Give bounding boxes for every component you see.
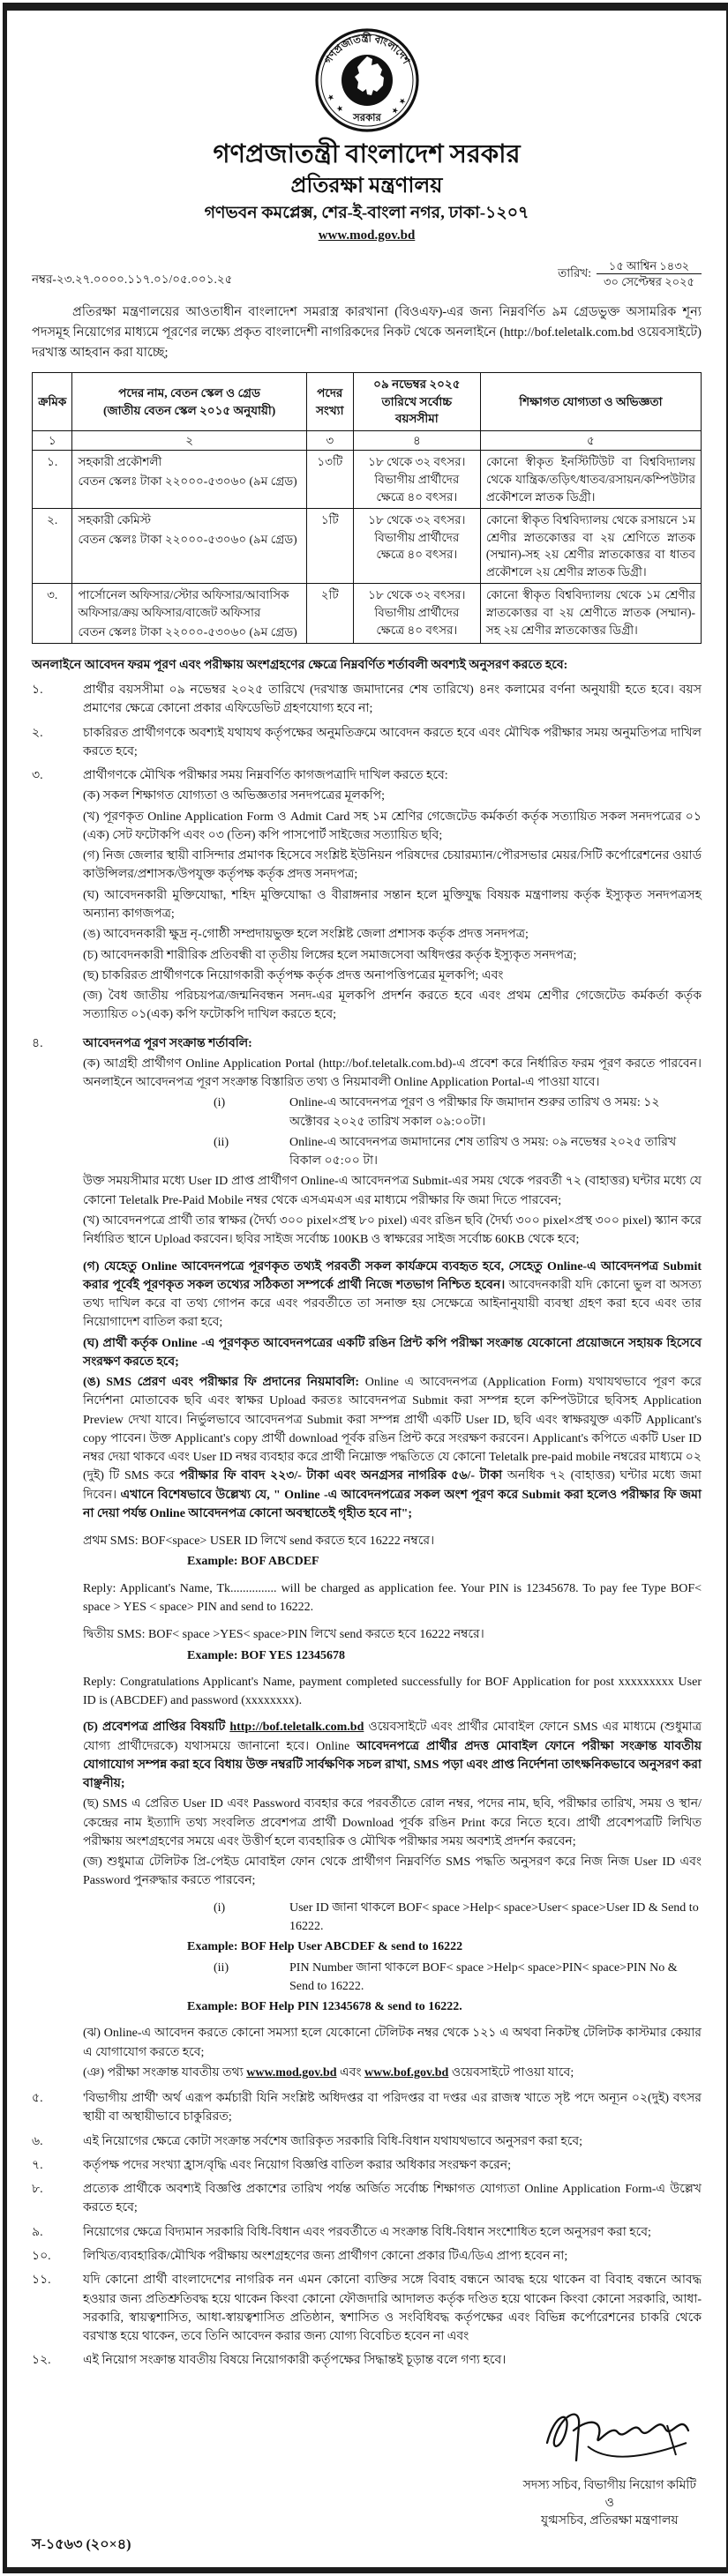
signature-zone	[32, 2395, 696, 2531]
sub-item-4uma: (ঙ) SMS প্রেরণ এবং পরীক্ষার ফি প্রদানের নিয়মাবলি: Online এ আবেদনপত্র (Application Form) যথাযথভাবে পূরণ করে নির্দেশনা মোতাবেক ছবি এবং স্বাক্ষর Upload করতঃ আবেদনপত্র Submit করা সম্পন্ন হলে কম্পিউটারে ছবিসহ Application Preview দেখা যাবে। নির্ভুলভাবে আবেদনপত্র Submit করা সম্পন্ন প্রার্থী একটি User ID, ছবি এবং স্বাক্ষরযুক্ত একটি Applicant's copy পাবেন। উক্ত Applicant's copy প্রার্থী download পূর্বক রঙিন প্রিন্ট করে সংরক্ষণ করবেন। Applicant's কপিতে একটি User ID নম্বর দেয়া থাকবে এবং User ID নম্বর ব্যবহার করে প্রার্থী নিম্নোক্ত পদ্ধতিতে যে কোনো Teletalk pre-paid mobile নম্বরের মাধ্যমে ০২ (দুই) টি SMS করে পরীক্ষার ফি বাবদ ২২৩/- টাকা এবং অনগ্রসর নাগরিক ৫৬/- টাকা অনধিক ৭২ (বাহাত্তর) ঘন্টার মধ্যে জমা দিবেন। এখানে বিশেষভাবে উল্লেখ্য যে, " Online -এ আবেদনপত্রের সকল অংশ পূরণ করে Submit করা হলেও পরীক্ষার ফি জমা না দেয়া পর্যন্ত Online আবেদনপত্র কোনো অবস্থাতেই গৃহীত হবে না";	[83, 1376, 702, 1520]
row-serial: ২.	[33, 509, 72, 584]
item-number: ৩.	[32, 769, 43, 783]
item-text: যদি কোনো প্রার্থী বাংলাদেশের নাগরিক নন এমন কোনো ব্যক্তির সঙ্গে বিবাহ বন্ধনে আবদ্ধ হয়ে থাকেন বা বিবাহ বন্ধনে আবদ্ধ হওয়ার জন্য প্রতিশ্রুতিবদ্ধ হয়ে থাকেন কিংবা কোনো ফৌজদারি আদালত কর্তৃক দণ্ডিত হয়ে থাকেন কিংবা কোনো সরকারি, আধা-সরকারি, স্বায়ত্বশাসিত, আধা-স্বায়ত্বশাসিত প্রতিষ্ঠান, স্বশাসিত ও সংবিধিবদ্ধ কর্তৃপক্ষের এবং বিভিন্ন কর্পোরেশনের চাকরি থেকে বরখাস্ত হয়ে থাকেন, তবে তিনি আবেদন করার জন্য যোগ্য বিবেচিত হবেন না এবং	[83, 2274, 702, 2344]
vacancy-table	[32, 372, 702, 644]
sub-item-4nya: (ঞ) পরীক্ষা সংক্রান্ত যাবতীয় তথ্য www.mod.gov.bd এবং www.bof.gov.bd ওয়েবসাইটে পাওয়া যাবে;	[83, 2065, 574, 2079]
condition-item-12	[32, 2351, 702, 2370]
col-age: ০৯ নভেম্বর ২০২৫ তারিখে সর্বোচ্চ বয়সসীমা	[353, 373, 480, 431]
row-age: ১৮ থেকে ৩২ বৎসর। বিভাগীয় প্রার্থীদের ক্ষেত্রে ৪০ বৎসর।	[353, 509, 480, 584]
date-value	[597, 258, 702, 290]
item-text: লিখিত/ব্যবহারিক/মৌখিক পরীক্ষায় অংশগ্রহণের জন্য প্রার্থীগণ কোনো প্রকার টিএ/ডিএ প্রাপ্য হবেন না;	[83, 2249, 568, 2263]
mod-website-link[interactable]: www.mod.gov.bd	[246, 2065, 337, 2079]
item-number: ৮.	[32, 2183, 43, 2197]
item-number: ১.	[32, 683, 43, 698]
sms-second-example: Example: BOF YES 12345678	[187, 1648, 346, 1662]
seal-star-left-1: ★	[325, 91, 336, 103]
bof-website-link[interactable]: www.bof.gov.bd	[364, 2065, 449, 2079]
ministry-title: প্রতিরক্ষা মন্ত্রণালয়	[290, 175, 443, 198]
signatory-title-1: সদস্য সচিব, বিভাগীয় নিয়োগ কমিটি	[522, 2478, 696, 2492]
sub-item-4ja-ii: (ii) PIN Number জানা থাকলে BOF< space >Help< space>PIN< space>PIN No & Send to 16222.	[214, 1960, 678, 1993]
condition-item-7	[32, 2156, 702, 2175]
item-text: চাকরিরত প্রার্থীগণকে অবশ্যই যথাযথ কর্তৃপক্ষের অনুমতিক্রমে আবেদন করতে হবে এবং মৌখিক পরীক্ষার সময় অনুমতিপত্র দাখিল করতে হবে;	[83, 726, 702, 758]
sub-item-4ka: (ক) আগ্রহী প্রার্থীগণ Online Application Portal (http://bof.teletalk.com.bd)-এ প্রবেশ করে নির্ধারিত ফরম পূরণ করতে পারবেন। অনলাইনে আবেদনপত্র পূরণ সংক্রান্ত বিস্তারিত তথ্য ও নিয়মাবলী Online Application Portal-এ পাওয়া যাবে।	[83, 1057, 702, 1090]
sub-item-4ja-i-example: Example: BOF Help User ABCDEF & send to 16222	[187, 1940, 463, 1954]
sub-item-cha: (চ) আবেদনকারী শারীরিক প্রতিবন্ধী বা তৃতীয় লিঙ্গের হলে সমাজসেবা অধিদপ্তর কর্তৃক ইস্যুকৃত সনদপত্র;	[83, 948, 577, 962]
memo-date-row	[32, 258, 702, 290]
row-age: ১৮ থেকে ৩২ বৎসর। বিভাগীয় প্রার্থীদের ক্ষেত্রে ৪০ বৎসর।	[353, 451, 480, 509]
sms-first-example: Example: BOF ABCDEF	[187, 1555, 319, 1569]
seal-star-right-2: ★	[389, 105, 400, 116]
item-lead: প্রার্থীগণকে মৌখিক পরীক্ষার সময় নিম্নবর্ণিত কাগজপত্রাদি দাখিল করতে হবে:	[83, 769, 448, 783]
condition-item-1	[32, 681, 702, 719]
date-gregorian: ৩০ সেপ্টেম্বর ২০২৫	[604, 275, 694, 289]
date-bangla: ১৫ আশ্বিন ১৪৩২	[597, 258, 702, 275]
table-row	[33, 584, 702, 644]
sub-item-ka: (ক) সকল শিক্ষাগত যোগ্যতা ও অভিজ্ঞতার সনদপত্রের মূলকপি;	[83, 789, 386, 803]
sub-item-4gha: (ঘ) প্রার্থী কর্তৃক Online -এ পূরণকৃত আবেদনপত্রের একটি রঙিন প্রিন্ট কপি পরীক্ষা সংক্রান্ত যেকোনো প্রয়োজনে সহায়ক হিসেবে সংরক্ষণ করতে হবে;	[83, 1336, 702, 1369]
item-number: ১১.	[32, 2274, 51, 2288]
seal-star-right-1: ★	[396, 95, 408, 107]
item-text: প্রত্যেক প্রার্থীকে অবশ্যই বিজ্ঞপ্তি প্রকাশের তারিখ পর্যন্ত অর্জিত সর্বোচ্চ শিক্ষাগত যোগ্যতা Online Application Form-এ উল্লেখ করতে হবে;	[83, 2183, 702, 2215]
signatory-title-2: যুগ্মসচিব, প্রতিরক্ষা মন্ত্রণালয়	[541, 2514, 679, 2528]
item-text: এই নিয়োগের ক্ষেত্রে কোটা সংক্রান্ত সর্বশেষ জারিকৃত সরকারি বিধি-বিধান যথাযথভাবে অনুসরণ করা হবে;	[83, 2134, 583, 2148]
intro-paragraph: প্রতিরক্ষা মন্ত্রণালয়ের আওতাধীন বাংলাদেশ সমরাস্ত্র কারখানা (বিওএফ)-এর জন্য নিম্নবর্ণিত ৯ম গ্রেডভুক্ত অসামরিক শূন্য পদসমূহ নিয়োগের মাধ্যমে পূরণের লক্ষ্যে প্রকৃত বাংলাদেশী নাগরিকদের নিকট থেকে অনলাইনে (http://bof.teletalk.com.bd ওয়েবসাইটে) দরখাস্ত আহবান করা যাচ্ছে;	[32, 304, 702, 360]
table-header-row	[33, 373, 702, 431]
item-number: ২.	[32, 726, 43, 740]
row-age: ১৮ থেকে ৩২ বৎসর। বিভাগীয় প্রার্থীদের ক্ষেত্রে ৪০ বৎসর।	[353, 584, 480, 644]
seal-container	[32, 26, 702, 138]
item-text: এই নিয়োগ সংক্রান্ত যাবতীয় বিষয়ে নিয়োগকারী কর্তৃপক্ষের সিদ্ধান্তই চূড়ান্ত বলে গণ্য হবে।	[83, 2354, 507, 2368]
item-number: ৭.	[32, 2158, 43, 2172]
government-seal-icon	[313, 26, 421, 134]
col-serial: ক্রমিক	[33, 373, 72, 431]
condition-item-8	[32, 2180, 702, 2218]
sub-item-uma: (ঙ) আবেদনকারী ক্ষুদ্র নৃ-গোষ্ঠী সম্প্রদায়ভুক্ত হলে সংশ্লিষ্ট জেলা প্রশাসক কর্তৃক প্রদত্ত সনদপত্র;	[83, 928, 529, 942]
date-label: তারিখ:	[558, 266, 592, 280]
row-post: সহকারী প্রকৌশলী বেতন স্কেলঃ টাকা ২২০০০-৫৩০৬০ (৯ম গ্রেড)	[72, 451, 306, 509]
memo-number: নম্বর-২৩.২৭.০০০০.১১৭.০১/০৫.০০১.২৫	[32, 272, 233, 286]
item-number: ১০.	[32, 2249, 51, 2263]
condition-item-10	[32, 2247, 702, 2266]
sub-item-chha: (ছ) চাকরিরত প্রার্থীগণকে নিয়োগকারী কর্তৃপক্ষ কর্তৃক প্রদত্ত অনাপত্তিপত্রের মূলকপি; এবং	[83, 968, 504, 982]
sub-item-ja: (জ) বৈধ জাতীয় পরিচয়পত্র/জন্মনিবন্ধন সনদ-এর মূলকপি প্রদর্শন করতে হবে এবং প্রথম শ্রেণীর গেজেটেড কর্মকর্তা কর্তৃক সত্যায়িত ০১(এক) কপি ফটোকপি দাখিল করতে হবে;	[83, 989, 702, 1022]
sms-first-reply: Reply: Applicant's Name, Tk............... will be charged as application fee. Your PIN is 12345678. To pay fee Type BOF< space > YES < space> PIN and send to 16222.	[83, 1581, 702, 1615]
seal-bottom-text: সরকার	[352, 113, 381, 123]
seal-ring-text: গণপ্রজাতন্ত্রী বাংলাদেশ	[322, 34, 411, 66]
document-page	[3, 3, 728, 2573]
seal-star-left-2: ★	[334, 103, 344, 114]
sub-item-4chha: (ছ) SMS এ প্রেরিত User ID এবং Password ব্যবহার করে পরবর্তীতে রোল নম্বর, পদের নাম, ছবি, পরীক্ষার তারিখ, সময় ও স্থান/কেন্দ্রের নাম ইত্যাদি তথ্য সংবলিত প্রবেশপত্র প্রার্থী Download পূর্বক রঙিন Print করে নিতে হবে। প্রার্থী প্রবেশপত্রটি লিখিত পরীক্ষায় অংশগ্রহণের সময়ে এবং উত্তীর্ণ হলে ব্যবহারিক ও মৌখিক পরীক্ষার সময় অবশ্যই প্রদর্শন করবেন;	[83, 1797, 702, 1848]
section4-title: আবেদনপত্র পূরণ সংক্রান্ত শর্তাবলি:	[83, 1036, 252, 1050]
col-count: পদের সংখ্যা	[306, 373, 353, 431]
sub-item-4ka-ii: (ii) Online-এ আবেদনপত্র জমাদানের শেষ তারিখ ও সময়: ০৯ নভেম্বর ২০২৫ তারিখ বিকাল ০৫:০০ টা।	[214, 1135, 677, 1169]
row-count: ১৩টি	[306, 451, 353, 509]
condition-item-6	[32, 2132, 702, 2151]
sub-item-4kha: (খ) আবেদনপত্রে প্রার্থী তার স্বাক্ষর (দৈর্ঘ্য ৩০০ pixel×প্রস্থ ৮০ pixel) এবং রঙিন ছবি (দৈর্ঘ্য ৩০০ pixel×প্রস্থ ৩০০ pixel) স্ক্যান করে নির্ধারিত স্থানে Upload করবেন। ছবির সাইজ সর্বোচ্চ 100KB ও স্বাক্ষরের সাইজ সর্বোচ্চ 60KB থেকে হবে;	[83, 1213, 702, 1247]
col-qualification: শিক্ষাগত যোগ্যতা ও অভিজ্ঞতা	[480, 373, 701, 431]
condition-item-5	[32, 2089, 702, 2127]
item-text: নিয়োগের ক্ষেত্রে বিদ্যমান সরকারি বিধি-বিধান এবং পরবর্তীতে এ সংক্রান্ত বিধি-বিধান সংশোধিত হলে অনুসরণ করা হবে;	[83, 2225, 651, 2239]
condition-item-4	[32, 1034, 702, 2085]
sub-item-4ga: (গ) যেহেতু Online আবেদনপত্রে পূরণকৃত তথ্যই পরবর্তী সকল কার্যক্রমে ব্যবহৃত হবে, সেহেতু Online-এ আবেদনপত্র Submit করার পূর্বেই পূরণকৃত সকল তথ্যের সঠিকতা সম্পর্কে প্রার্থী নিজে শতভাগ নিশ্চিত হবেন। আবেদনকারী যদি কোনো ভুল বা অসত্য তথ্য দাখিল করে বা তথ্য গোপন করে এবং পরবর্তীতে তা সনাক্ত হয় সেক্ষেত্রে আইনানুযায়ী ব্যবস্থা গ্রহণ করা হবে এবং তার নিয়োগাদেশ বাতিল করা হবে;	[83, 1259, 702, 1330]
table-row	[33, 509, 702, 584]
condition-item-3	[32, 766, 702, 1026]
sub-item-4ja: (জ) শুধুমাত্র টেলিটক প্রি-পেইড মোবাইল ফোন থেকে প্রার্থীগণ নিম্নবর্ণিত SMS পদ্ধতি অনুসরণ করে নিজ নিজ User ID এবং Password পুনরুদ্ধার করতে পারবেন;	[83, 1855, 702, 1888]
handwritten-signature	[523, 2395, 705, 2483]
condition-item-2	[32, 724, 702, 762]
sub-item-gha: (ঘ) আবেদনকারী মুক্তিযোদ্ধা, শহিদ মুক্তিযোদ্ধা ও বীরাঙ্গনার সন্তান হলে মুক্তিযুদ্ধ বিষয়ক মন্ত্রণালয় কর্তৃক ইস্যুকৃত সনদপত্রসহ অন্যান্য কাগজপত্র;	[83, 888, 702, 921]
item-text: কর্তৃপক্ষ পদের সংখ্যা হ্রাস/বৃদ্ধি এবং নিয়োগ বিজ্ঞপ্তি বাতিল করার অধিকার সংরক্ষণ করেন;	[83, 2158, 512, 2172]
row-count: ২টি	[306, 584, 353, 644]
sub-item-4cha: (চ) প্রবেশপত্র প্রাপ্তির বিষয়টি http://bof.teletalk.com.bd ওয়েবসাইটে এবং প্রার্থীর মোবাইল ফোনে SMS এর মাধ্যমে (শুধুমাত্র যোগ্য প্রার্থীদেরকে) যথাসময়ে জানানো হবে। Online আবেদনপত্রে প্রার্থীর প্রদত্ত মোবাইল ফোনে পরীক্ষা সংক্রান্ত যাবতীয় যোগাযোগ সম্পন্ন করা হবে বিধায় উক্ত নম্বরটি সার্বক্ষণিক সচল রাখা, SMS পড়া এবং প্রাপ্ত নির্দেশনা তাৎক্ষনিকভাবে অনুসরণ করা বাঞ্ছনীয়;	[83, 1721, 702, 1791]
row-qualification: কোনো স্বীকৃত ইনস্টিটিউট বা বিশ্ববিদ্যালয় থেকে যান্ত্রিক/তড়িৎ/ধাতব/রসায়ন/কম্পিউটার প্রকৌশলে স্নাতক ডিগ্রী।	[480, 451, 701, 509]
sub-item-4ka-cont: উক্ত সময়সীমার মধ্যে User ID প্রাপ্ত প্রার্থীগণ Online-এ আবেদনপত্র Submit-এর সময় থেকে পরবর্তী ৭২ (বাহাত্তর) ঘন্টার মধ্যে যে কোনো Teletalk Pre-Paid Mobile নম্বর থেকে এসএমএস এর মাধ্যমে পরীক্ষার ফি জমা দিতে পারবেন;	[83, 1175, 702, 1207]
print-reference: স-১৫৬৩ (২০×৪)	[32, 2536, 131, 2552]
condition-item-9	[32, 2223, 702, 2242]
row-qualification: কোনো স্বীকৃত বিশ্ববিদ্যালয় থেকে ১ম শ্রেণীর স্নাতকোত্তর বা ২য় শ্রেণীতে স্নাতক (সম্মান)-সহ ২য় শ্রেণীর স্নাতকোত্তর ডিগ্রী।	[480, 584, 701, 644]
signatory-and: ও	[604, 2497, 614, 2511]
item-number: ৪.	[32, 1036, 43, 1050]
sub-item-4ka-i: (i) Online-এ আবেদনপত্র পূরণ ও পরীক্ষার ফি জমাদান শুরুর তারিখ ও সময়: ১২ অক্টোবর ২০২৫ তারিখ সকাল ০৯:০০টা।	[214, 1096, 660, 1129]
sms-second-reply: Reply: Congratulations Applicant's Name, payment completed successfully for BOF Application for post xxxxxxxxx User ID is (ABCDEF) and password (xxxxxxxx).	[83, 1675, 702, 1708]
item-text: প্রার্থীর বয়সসীমা ০৯ নভেম্বর ২০২৫ তারিখে (দরখাস্ত জমাদানের শেষ তারিখে) ৪নং কলামের বর্ণনা অনুযায়ী হতে হবে। বয়স প্রমাণের ক্ষেত্রে কোনো প্রকার এফিডেভিট গ্রহণযোগ্য হবে না;	[83, 683, 702, 716]
row-post: সহকারী কেমিস্ট বেতন স্কেলঃ টাকা ২২০০০-৫৩০৬০ (৯ম গ্রেড)	[72, 509, 306, 584]
table-row	[33, 451, 702, 509]
row-serial: ১.	[33, 451, 72, 509]
row-count: ১টি	[306, 509, 353, 584]
item-text: 'বিভাগীয় প্রার্থী' অর্থ এরূপ কর্মচারী যিনি সংশ্লিষ্ট অধিদপ্তর বা পরিদপ্তর বা দপ্তর এর রাজস্ব খাতে সৃষ্ট পদে অন্যূন ০২(দুই) বৎসর স্থায়ী বা অস্থায়ীভাবে চাকুরিরত;	[83, 2092, 702, 2124]
row-serial: ৩.	[33, 584, 72, 644]
government-title: গণপ্রজাতন্ত্রী বাংলাদেশ সরকার	[213, 140, 521, 168]
sub-item-4jha: (ঝ) Online-এ আবেদন করতে কোনো সমস্যা হলে যেকোনো টেলিটক নম্বর থেকে ১২১ এ অথবা নিকটস্থ টেলিটক কাস্টমার কেয়ার এ যোগাযোগ করতে হবে;	[83, 2027, 702, 2059]
item-number: ১২.	[32, 2354, 51, 2368]
conditions-intro: অনলাইনে আবেদন ফরম পূরণ এবং পরীক্ষায় অংশগ্রহণের ক্ষেত্রে নিম্নবর্ণিত শর্তাবলী অবশ্যই অনুসরণ করতে হবে:	[32, 659, 568, 673]
portal-link[interactable]: http://bof.teletalk.com.bd	[229, 1721, 364, 1735]
item-number: ৫.	[32, 2092, 43, 2106]
row-qualification: কোনো স্বীকৃত বিশ্ববিদ্যালয় থেকে রসায়নে ১ম শ্রেণীর স্নাতকোত্তর বা ২য় শ্রেণিতে স্নাতক (সম্মান)-সহ ২য় শ্রেণীর স্নাতকোত্তর বা ধাতব প্রকৌশলে ২য় শ্রেণীর স্নাতক ডিগ্রী।	[480, 509, 701, 584]
sub-item-ga: (গ) নিজ জেলার স্থায়ী বাসিন্দার প্রমাণক হিসেবে সংশ্লিষ্ট ইউনিয়ন পরিষদের চেয়ারম্যান/পৌরসভার মেয়র/সিটি কর্পোরেশনের ওয়ার্ড কাউন্সিলর/প্রশাসক/উপযুক্ত কর্তৃপক্ষ কর্তৃক প্রদত্ত সনদপত্র;	[83, 849, 702, 882]
address-line: গণভবন কমপ্লেক্স, শের-ই-বাংলা নগর, ঢাকা-১২০৭	[204, 203, 529, 222]
sub-item-kha: (খ) পূরণকৃত Online Application Form ও Admit Card সহ ১ম শ্রেণির গেজেটেড কর্মকর্তা কর্তৃক সত্যায়িত সকল সনদপত্রের ০১ (এক) সেট ফটোকপি এবং ০৩ (তিন) কপি পাসপোর্ট সাইজের সত্যায়িত ছবি;	[83, 810, 702, 842]
item-number: ৬.	[32, 2134, 43, 2148]
sub-item-4ja-ii-example: Example: BOF Help PIN 12345678 & send to 16222.	[187, 2000, 462, 2014]
item-number: ৯.	[32, 2225, 43, 2239]
sub-item-4ja-i: (i) User ID জানা থাকলে BOF< space >Help< space>User< space>User ID & Send to 16222.	[214, 1900, 699, 1933]
ministry-website-link[interactable]: www.mod.gov.bd	[318, 228, 416, 243]
sms-first-line: প্রথম SMS: BOF<space> USER ID লিখে send করতে হবে 16222 নম্বরে।	[83, 1534, 435, 1549]
condition-item-11	[32, 2271, 702, 2346]
sms-second-line: দ্বিতীয় SMS: BOF< space >YES< space>PIN লিখে send করতে হবে 16222 নম্বরে।	[83, 1628, 484, 1642]
col-post: পদের নাম, বেতন স্কেল ও গ্রেড (জাতীয় বেতন স্কেল ২০১৫ অনুযায়ী)	[72, 373, 306, 431]
row-post: পার্সোনেল অফিসার/স্টোর অফিসার/আবাসিক অফিসার/ক্রয় অফিসার/বাজেট অফিসার বেতন স্কেলঃ টাকা ২২০০০-৫৩০৬০ (৯ম গ্রেড)	[72, 584, 306, 644]
column-number-row: ১ ২ ৩ ৪ ৫	[33, 430, 702, 451]
